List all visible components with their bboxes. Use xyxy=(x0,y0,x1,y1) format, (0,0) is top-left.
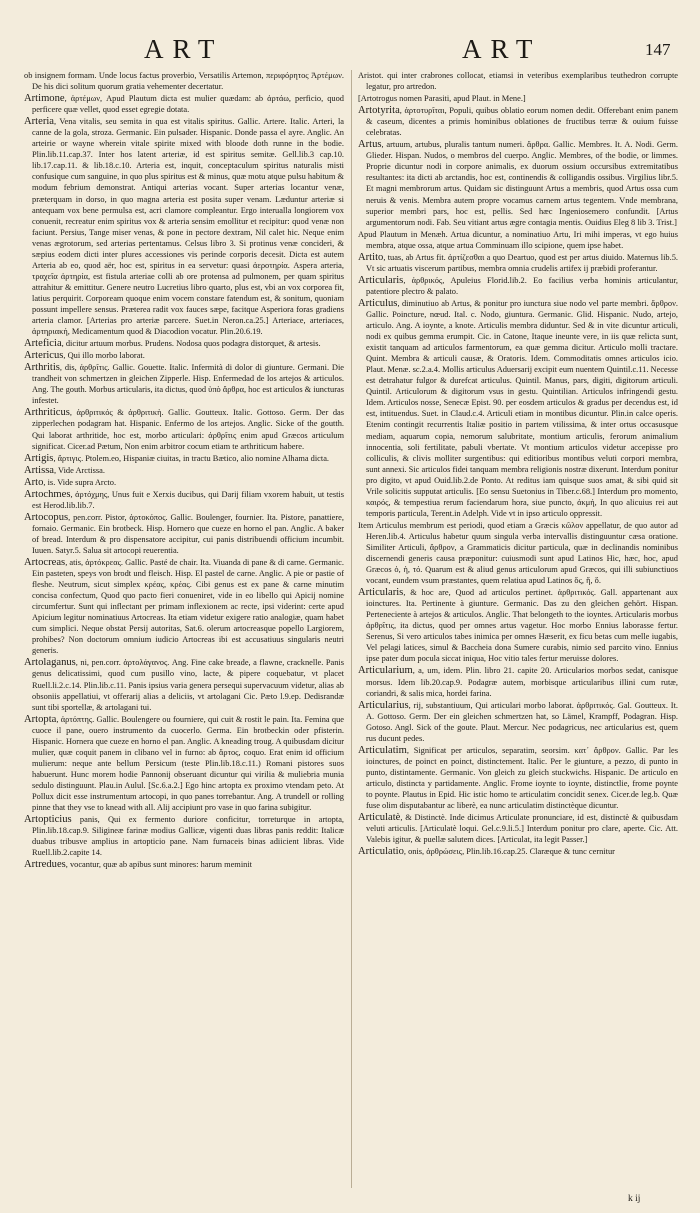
dictionary-entry xyxy=(24,657,344,712)
entry-text: , ἀρθριτικός & ἀρθριτικὴ. Gallic. Goutteux. Italic. Gottoso. Germ. Der das zipperlechen podagram hat. Hispanic. Enfermo de los artejos. Anglic. Sicke of the goutth. Qui laborat arthritide, hoc est, morbo articulari: ἀρθρῖτις enim apud Græcos articulum significat. Cicer.ad Pætum, Non enim arbitror cocum etiam te arthriticum habere. xyxy=(32,408,344,451)
entry-text: , atis, ἀρτόκρεας. Gallic. Pasté de chair. Ita. Viuanda di pane & di carne. Germanic. Ein pasteten, speys von brodt und fleisch. Hisp. El pastel de carne. Anglic. A pie or pastie of fleshe. Neutrum, sicut simplex κρέας, κρέας. Cibi genus est ex pane & carne minutim concisa confectum, Quod quo pacto fieri conueniret, vide in eo libello qui Apicij nomine circumfertur. Sunt qui inflectant per primam inflexionem ac recte, ipsi viderint: certe apud Apicium legitur nominatiuus Artocreas. Ita etiam videtur exigere ratio analogiæ, quam habet cum simplici. Neque obstat Persij autoritas, Sat.6. olerum artocreasque popello Largiorem, prohibes? Non doctorum omnium iudicio Artocreas ibi est accusatiuus singularis neutri generis. xyxy=(32,558,344,656)
dictionary-entry xyxy=(24,70,344,92)
dictionary-entry xyxy=(358,700,678,744)
entry-headword: Articularis xyxy=(358,274,404,286)
dictionary-entry xyxy=(24,465,344,476)
entry-text: , dicitur artuum morbus. Prudens. Nodosa quos podagra distorquet, & artesis. xyxy=(61,339,321,349)
dictionary-entry xyxy=(24,489,344,511)
page-number: 147 xyxy=(645,40,671,59)
left-column xyxy=(24,70,344,1195)
dictionary-entry xyxy=(358,298,678,519)
dictionary-entry xyxy=(24,814,344,858)
entry-text: , & Distinctè. Inde dicimus Articulate pronunciare, id est, distinctè & quibusdam veluti articulis. [Articulatè loqui. Gel.c.9.li.5.] Interdum ponitur pro clare, aperte. Cic. Att. Valebis igitur, & puellæ salutem dices. [Articulat, ita legit Passer.] xyxy=(366,813,678,845)
dictionary-entry xyxy=(358,105,678,138)
entry-headword: Artopticius xyxy=(24,814,72,826)
dictionary-entry xyxy=(358,70,678,92)
dictionary-entry xyxy=(24,93,344,115)
entry-text: , dis, ἀρθρῖτις. Gallic. Gouette. Italic. Infermità di dolor di giunture. Germani. Die trandheit von schmertzen in gleichen Zipperle. Hisp. Enfermedad de los artejos & articulos. Ang. The gouth. Morbus articularis, ita dictus, quod ὑπὸ ἄρθρα, hoc est articulos & iuncturas infestet. xyxy=(32,363,344,406)
header-left-word: ART xyxy=(144,34,224,64)
dictionary-entry xyxy=(24,407,344,451)
dictionary-entry xyxy=(24,714,344,813)
entry-headword: Artochmes xyxy=(24,488,71,500)
entry-text: , & hoc are, Quod ad articulos pertinet. ἀρθριτικός. Gall. appartenant aux ioinctures. Ita. Pertinente à giunture. Germanic. Das zu den gleichen gehört. Hispan. Perteneciente à artejos & articulos. Anglic. That belongeth to the ioyntes. Articularis morbus ἀρθρῖτις, ita dictus, quod per omnes artus vagetur. Hoc morbo Ennius laborasse fertur. Serenus, Si vero articulos tabes inimica per omnes Hæserit, ex ficu betas cum melle iugabis, Vel pelagi latices, simul & Baccheia dona Sumere curabis, nimio sed parcito vino. Ennius ipse pater dum pocula siccat iniqua, Hoc vitio tales fertur meruisse dolores. xyxy=(366,588,678,664)
entry-text: , a, um, idem. Plin. libro 21. capite 20. Articularios morbos sedat, canisque morsus. Idem lib.20.cap.9. Podagræ autem, morbisque articularibus illini cum rutæ, coriandri, & salis mica, hordei farina. xyxy=(366,666,678,698)
entry-headword: Arthritis xyxy=(24,362,60,374)
dictionary-entry xyxy=(358,520,678,586)
entry-text: , tuas, ab Artus fit. ἀρτίζεσθαι a quo Deartuo, quod est per artus diuido. Maternus lib.5. Vt sic artuatis viscerum partibus, membra omnia crudelis artifex ij præbidi proferantur. xyxy=(366,252,678,273)
entry-text: , ἀρθρικός, Apuleius Florid.lib.2. Eo facilius verba hominis articulantur, patentiore plectro & palato. xyxy=(366,275,678,296)
dictionary-entry xyxy=(24,362,344,406)
entry-text: , ἀρτόχμης, Unus fuit e Xerxis ducibus, qui Darij filiam vxorem habuit, ut testis est Herod.lib.lib.7. xyxy=(32,489,344,510)
dictionary-entry xyxy=(358,587,678,664)
entry-text: , Qui illo morbo laborat. xyxy=(63,351,145,361)
entry-text: , ni, pen.corr. ἀρτολάγανος. Ang. Fine cake breade, a flawne, cracknelle. Panis genus delicatissimi, quod cum pusillo vino, lacte, & pipere coquebatur, vt placet Ruell.li.2.c.14. Plin.lib.c.11. Panis ipsius varia genera persequi supervacuum videtur, alias ab obsoniis appellatiui, vt offerarij alias a deliciis, vt artolagani Cic. Pæto l.9.ep. Dedisrandæ sunt tibi sportellæ, & artolagani tui. xyxy=(32,658,344,712)
dictionary-entry xyxy=(24,338,344,349)
dictionary-entry xyxy=(358,745,678,811)
entry-text: , rij, substantiuum, Qui articulari morbo laborat. ἀρθριτικός. Gal. Goutteux. It. A. Gottoso. Germ. Der ein gleichen schmertzen hat, so Lämel, Krampff, Podagran. Hisp. Gotoso. Angl. Sick of the goute. Plaut. Mercur. Nec podagricus, nec articularius est, quem rus ducunt pedes. xyxy=(366,700,678,743)
dictionary-entry xyxy=(24,350,344,361)
entry-text: Apud Plautum in Menæh. Artua dicuntur, a nominatiuo Artu, Iri mihi imperas, vt ego huius membra, atque ossa, atque artua Comminuam illo scipione, quem ipse habet. xyxy=(358,229,678,250)
dictionary-entry xyxy=(24,512,344,556)
entry-headword: Artus xyxy=(358,139,382,151)
dictionary-entry xyxy=(24,453,344,464)
entry-text: Item Articulus membrum est periodi, quod etiam a Græcis κῶλον appellatur, de quo autor ad Heren.lib.4. Articulus habetur quum singula verba intervallis distinguuntur cæsa oratione. Similiter Articuli, ἄρθρον, a Grammaticis dicitur particula, quæ in declinandis nominibus discernendi generis causa præponitur: cuiusmodi sunt apud Latinos Hic, hæc, hoc, apud Græcos ὁ, ἡ, τό. Quarum est & aliud genus articulorum apud Græcos, qui illi subiunctiuos vocant, eundem vsum præstantes, quem relatiua apud Latinos ὅς, ἥ, ὅ. xyxy=(358,520,678,586)
dictionary-entry xyxy=(358,252,678,274)
signature-mark: k ij xyxy=(628,1194,641,1204)
entry-headword: Arteria xyxy=(24,116,54,128)
entry-text: , ἀρτέμων, Apud Plautum dicta est mulier quædam: ab ἀρτάω, perficio, quod perficere quæ vellet, quod esset egregie dotata. xyxy=(32,94,344,115)
dictionary-entry xyxy=(358,93,678,104)
column-divider xyxy=(351,70,352,1188)
entry-headword: Articularius xyxy=(358,699,409,711)
entry-text: , diminutiuo ab Artus, & ponitur pro iunctura siue nodo vel parte membri. ἄρθρον. Gallic. Poincture, nœud. Ital. c. Nodo, giuntura. Germanic. Glid. Hispanic. Nudo, artejo, articulo. Ang. A ioynte, a knote. Articulis membra diduntur. Sed & in vite dicuntur articuli, nodi ex quibus gemma erumpit. Cic. in Catone, Itaque ineunte vere, in iis quæ relicta sunt, existit tanquam ad articulos farmentorum, ea quæ gemma dicitur. Articulo molli tractare. Quint. Membra & articuli causæ, & Oratoris. Idem. Commoditatis omnes articulos icio. Plaut. Menæ. sc.2.a.4. Mollis articulus Aduersarij excipit eum nuentem Quintil.c.11. Necesse est detrahatur fulgor & durefcat articulus. Quintil. Manus, pars, digiti, digitorum articuli. Quintil. Articulorum & digitorum vsus in gestu. Quintilian. Articulos infringendi gestu. Idem. Articulos nosse, Senecæ Epist. 90. per eosdem articulos & gradus per decendus est, id est, intituendus. Suet. in Claud.c.4. Articuli etiam in montibus dicuntur. Plin.in calce operis. Etenim contingit recurrentis Italiæ positio in partem vtilissima, & inter ortus occasusque mediam, aquarum copia, nemorum salubritate, montium articulis, ferorum animalium innocentia, soli fertilitate, pabuli vbertate. Vt montium articulos videtur accepisse pro colliculis, & clivis molliter surgentibus: qui editioribus montibus veluti corpori membra, sunt annexi. Sic articulos fidei tanquam membra religionis nostræ dixerunt. Interdum ponitur pro digito, vt apud Ouid.lib.2.de Ponto. At reditus iam quisque suos amat, & sibi quid sit Vrile solicitis supputat articulis. [Eo sensu Suetonius in Tiber.c.68.] Interdum pro momento, καιρός, & tempestiua rerum faciendarum hora, siue puncto, ἀκμή, In quo alicuius rei aut temporis particula, Terent.in Adelph. Vide vt in ipso articulo oppressit. xyxy=(366,298,678,518)
dictionary-entry xyxy=(24,116,344,337)
entry-headword: Artimone xyxy=(24,93,65,105)
entry-text: , pen.corr. Pistor, ἀρτοκόπος. Gallic. Boulenger, fournier. Ita. Pistore, panattiere, fornaio. Germanic. Ein brotbeck. Hisp. Hornero que cueze en horno el pan. Anglic. A baker of bread. Interdum & pro dispensatore accipitur, cui panis distribuendi officium incumbit. Iuuen. Satyr.5. Salua sit artocopi reuerentia. xyxy=(32,512,344,555)
entry-text: , ἀρτόπτης. Gallic. Boulengere ou fourniere, qui cuit & rostit le pain. Ita. Femina que cuoce il pane, ouero instrumento da cuocerlo. Germa. Ein brotbeckin oder pfisterin. Hispanic. Hornera que cueze en horno el pan. Anglic. A kneading troug. A quibusdam dicitur mulier, quæ coquit panem in clibano vel in furno: ab ἄρτος, coquo. Erat enim id officium mulierum: neque ante bellum Persicum (teste Plin.lib.18.c.11.) Romani pistores suos habuerunt. Hunc morem hodie Pannonij obseruant dicuntur qui virilia & muliebria munia sedulo distinguunt. Plau.in Aulul. [Sc.6.a.2.] Ego hinc artopta ex proximo vtendam peto. At Pollux dicit esse instrumentum artocopi, in quo panes torrebantur. Ang. A trundell or rolling pinne that they vse to knead with all. Alij accipiunt pro vase in quo farina subigitur. xyxy=(32,714,344,813)
dictionary-entry xyxy=(358,229,678,251)
right-column xyxy=(358,70,678,1170)
entry-text: Aristot. qui inter crabrones collocat, etiamsi in veteribus exemplaribus teuthedron corrupte legatur, pro artredon. xyxy=(358,71,678,92)
entry-headword: Artocopus xyxy=(24,511,69,523)
entry-text: , onis, ἀρθρώσεις, Plin.lib.16.cap.25. Claræque & tunc cernitur xyxy=(403,847,615,857)
entry-text: , ἄρτιγις. Ptolem.eo, Hispaniæ ciuitas, in tractu Bætico, alio nomine Alhama dicta. xyxy=(53,453,330,463)
dictionary-entry xyxy=(358,275,678,297)
dictionary-entry xyxy=(358,846,678,857)
entry-text: , Vena vitalis, seu semita in qua est vitalis spiritus. Gallic. Artere. Italic. Arteri, la canne de la gola, stroza. Germanic. Ein pulsader. Hispanic. Donde passa el ayre. Anglic. An arteirie or wayne wherein vitale spirite mixed with bloode doth runne in the bodie. Plin.lib.11.cap.37. Inter hos latent arteriæ, id est spiritus semitæ. Gell.lib.3 cap.10. lib.17.cap.11. & lib.18.c.10. Arteria est, inquit, conceptaculum spiritus naturalis misti confusique cum sanguine, in quo plus spiritus est & minus, quæ motu atque pulsu habitum & modum febrium demonstrat. Antiqui arterias vocant. Super arterias locantur venæ, præterquam in dorso, in quo magna arteria est posita super venam. Læduntur arteriæ si antequam vox bene permulsa est, acri clamore compleantur. Ergo interualla longiorem vox conuenit, recreatur enim spiritus vox & arteria sensim emollitur et recipitur: quod venæ non faciunt. Persius, Tange miser venas, & pone in pectore dextram, Nil calet hic. Neque enim venas ægrotorum, sed arterias pertentamus. Celsus libro 3. Si protinus venæ concideri, & sæpius eodem dicti inter plures accessiones vis perinde corporis decesit. Dicta est autem Arteria ab eo, quod aër, hoc est, spiritus in ea servetur: quasi ἀεροτηρία. Aspera arteria, τραχεῖα ἀρτηρία, est fistula arteriae colli ab ore protensa ad pulmonem, per quam spiritus attrahitur & emittitur. Genere neutro Lucretius libro quarto, plus est, vbi an vox corporea fit, latius perquirit. Corpoream quoque enim vocem constare fatendum est, & sonitum, quoniam possunt impellere sensus. Præterea radit vox fauces sæpe, facitque Asperiora foras gradiens arteria clamor. [Arterias pro arteriæ parcere. Suet.in Neron.ca.25.] Arteriace, arteriaces, ἀρτηριακή, Medicamentum quod & Diacodion vocatur. Plin.20.6.19. xyxy=(32,117,344,337)
dictionary-entry xyxy=(24,477,344,488)
entry-text: [Artotrogus nomen Parasiti, apud Plaut. in Mene.] xyxy=(358,94,526,104)
entry-headword: Artocreas xyxy=(24,557,66,569)
running-header xyxy=(0,0,700,72)
dictionary-entry xyxy=(358,139,678,227)
entry-headword: Articulatim xyxy=(358,744,407,756)
entry-text: , artuum, artubus, pluralis tantum numeri. ἄρθρα. Gallic. Membres. It. A. Nodi. Germ. Glieder. Hispan. Nudos, o membros del cuerpo. Anglic. Membres, of the bodie, or limmes. Proprie dicuntur nodi in corpore animalis, ex duorum ossium occursibus extremitatibus resultantes: ita dicti ab arctandis, hoc est, continendis & colligandis ossibus. Virgilius libr.5. Et magni membrorum artus. Quidam sic distinguunt Artus a membris, quod Artus ossa cum neruis & venis. Membra autem propre vocamus carnem artus tegentem. Vnde membrana, superior membri pars, hoc est, pellis. Sed hæc Ingeniosemero confundit. [Artus argumentorum nodi. Fab. Seu vitiant artus ægre contagia mentis. Ouidius Eleg 8 lib 3. Trist.] xyxy=(366,140,678,227)
dictionary-entry xyxy=(24,557,344,656)
entry-headword: Artissa xyxy=(24,464,55,476)
entry-headword: Artito xyxy=(358,251,384,263)
entry-headword: Articulus xyxy=(358,297,398,309)
entry-text: , ἀρτοτυρῖται, Populi, quibus oblatio eorum nomen dedit. Offerebant enim panem & caseum, dicentes a primis hominibus oblationes de fructibus terræ & ouium fuisse celebratas. xyxy=(366,106,678,138)
entry-headword: Arto xyxy=(24,476,44,488)
header-right-word: ART xyxy=(462,34,542,64)
entry-text: , Significat per articulos, separatim, seorsim. κατ᾽ ἄρθρον. Gallic. Par les ioinctures, de poinct en poinct, distinctement. Italic. Per le giunture, a pezzo, di punto in punto, distintamente. Germanic. Von gleich zu gleich stuckwichs. Hispanic. De articulo en articulo, distincta y partidamente. Anglic. Frome ioynte to ioynte, distinctlie, frome poynte to poynte. Plautus in Epid. Hic istic homo te articulatim concidit senex. Cicer.de leg.b. Quæ fuse olim disputabantur ac liberè, ea nunc articulatim distinctèque dicuntur. xyxy=(366,745,678,811)
entry-headword: Articulatè xyxy=(358,812,401,824)
entry-headword: Arteficia xyxy=(24,338,62,350)
entry-headword: Artopta xyxy=(24,713,57,725)
entry-text: , is. Vide supra Arcto. xyxy=(43,477,117,487)
entry-headword: Articularium xyxy=(358,665,413,677)
dictionary-entry xyxy=(24,859,344,870)
entry-text: ob insignem formam. Unde locus factus proverbio, Versatilis Artemon, περιφόρητος Ἀρτέμων. De his dici solitum quorum gratia vehementer decertatur. xyxy=(24,71,344,92)
entry-headword: Artolaganus xyxy=(24,657,76,669)
entry-headword: Articulatio xyxy=(358,846,404,858)
entry-headword: Artotyrita xyxy=(358,105,400,117)
entry-text: , Vide Arctissa. xyxy=(54,465,105,475)
dictionary-entry xyxy=(358,812,678,845)
entry-headword: Artigis xyxy=(24,452,54,464)
entry-headword: Artredues xyxy=(24,859,66,871)
dictionary-entry xyxy=(358,665,678,698)
entry-headword: Articularis xyxy=(358,587,404,599)
entry-text: panis, Qui ex fermento duriore conficitur, torreturque in artopta, Plin.lib.18.cap.9. Siligineæ farinæ modius Gallicæ, vigenti duas libras panis reddit: Italicæ duabus tribusve amplius in artopticio pane. Nam furnaceis binas adiicient libras. Vide Ruell.lib.2.capite 14. xyxy=(32,815,344,858)
entry-text: , vocantur, quæ ab apibus sunt minores: harum meminit xyxy=(65,860,252,870)
entry-headword: Artericus xyxy=(24,350,64,362)
entry-headword: Arthriticus xyxy=(24,407,70,419)
